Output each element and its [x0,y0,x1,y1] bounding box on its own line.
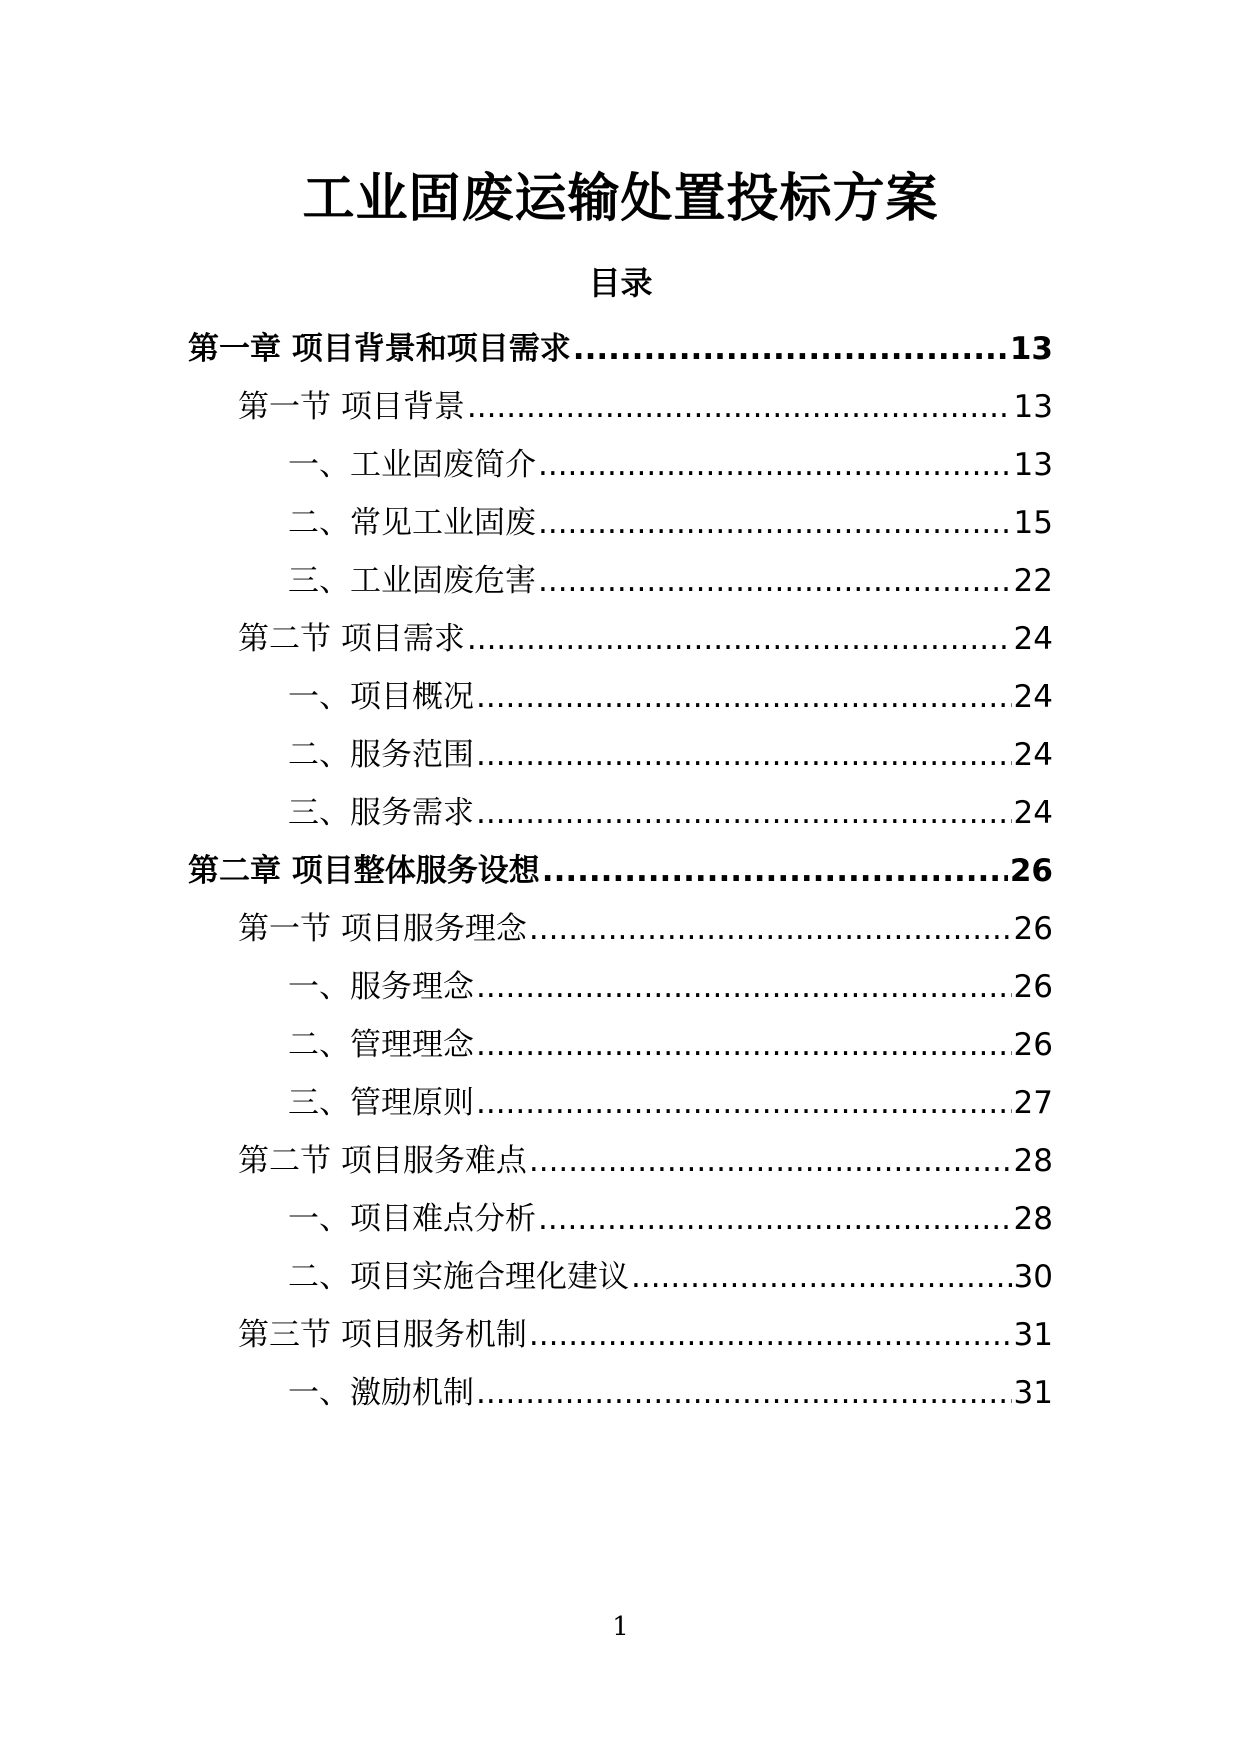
toc-entry-page: 26 [1009,853,1053,889]
toc-entry-label: 一、激励机制 [288,1375,474,1411]
toc-leader-dots [467,614,1012,664]
toc-entry-subsection[interactable] [288,1078,1053,1128]
toc-entry-subsection[interactable] [288,556,1053,606]
toc-entry-label: 三、管理原则 [288,1085,474,1121]
toc-leader-dots [476,730,1012,780]
toc-entry-page: 28 [1013,1143,1053,1179]
toc-entry-subsection[interactable] [288,498,1053,548]
toc-entry-label: 二、服务范围 [288,737,474,773]
toc-entry-label: 第一节 项目服务理念 [238,911,527,947]
toc-leader-dots [542,846,1008,896]
toc-leader-dots [529,904,1012,954]
toc-entry-subsection[interactable] [288,1020,1053,1070]
toc-entry-page: 24 [1013,679,1053,715]
toc-entry-subsection[interactable] [288,962,1053,1012]
toc-entry-section[interactable] [238,1310,1053,1360]
toc-entry-chapter-2[interactable] [188,846,1053,896]
toc-entry-subsection[interactable] [288,730,1053,780]
toc-entry-subsection[interactable] [288,672,1053,722]
toc-leader-dots [529,1136,1012,1186]
page-number: 1 [612,1612,629,1642]
toc-entry-label: 第三节 项目服务机制 [238,1317,527,1353]
toc-leader-dots [476,1020,1012,1070]
toc-leader-dots [538,1194,1012,1244]
toc-leader-dots [476,788,1012,838]
toc-entry-page: 22 [1013,563,1053,599]
toc-entry-label: 一、项目概况 [288,679,474,715]
toc-entry-label: 一、项目难点分析 [288,1201,536,1237]
toc-leader-dots [538,498,1012,548]
toc-entry-page: 15 [1013,505,1053,541]
toc-entry-section[interactable] [238,382,1053,432]
toc-leader-dots [476,962,1012,1012]
toc-entry-section[interactable] [238,614,1053,664]
toc-entry-chapter-1[interactable] [188,324,1053,374]
toc-entry-subsection[interactable] [288,1368,1053,1418]
toc-entry-page: 26 [1013,1027,1053,1063]
toc-entry-label: 第一节 项目背景 [238,389,465,425]
toc-entry-page: 24 [1013,737,1053,773]
toc-leader-dots [538,440,1012,490]
toc-entry-page: 24 [1013,621,1053,657]
toc-entry-page: 27 [1013,1085,1053,1121]
toc-entry-page: 26 [1013,911,1053,947]
toc-entry-label: 三、服务需求 [288,795,474,831]
toc-entry-label: 一、工业固废简介 [288,447,536,483]
toc-entry-page: 13 [1013,447,1053,483]
document-title: 工业固废运输处置投标方案 [302,169,939,229]
toc-entry-label: 第二章 项目整体服务设想 [188,853,540,889]
toc-entry-label: 第一章 项目背景和项目需求 [188,331,571,367]
toc-entry-page: 26 [1013,969,1053,1005]
toc-leader-dots [573,324,1008,374]
toc-entry-page: 13 [1009,331,1053,367]
toc-entry-page: 24 [1013,795,1053,831]
toc-entry-label: 第二节 项目需求 [238,621,465,657]
toc-entry-page: 31 [1013,1375,1053,1411]
toc-entry-subsection[interactable] [288,788,1053,838]
toc-leader-dots [538,556,1012,606]
toc-entry-label: 第二节 项目服务难点 [238,1143,527,1179]
toc-entry-subsection[interactable] [288,1194,1053,1244]
toc-entry-subsection[interactable] [288,440,1053,490]
toc-entry-subsection[interactable] [288,1252,1053,1302]
toc-entry-page: 13 [1013,389,1053,425]
toc-entry-label: 二、项目实施合理化建议 [288,1259,629,1295]
toc-entry-section[interactable] [238,1136,1053,1186]
toc-entry-page: 30 [1013,1259,1053,1295]
toc-entry-page: 28 [1013,1201,1053,1237]
toc-leader-dots [476,672,1012,722]
toc-leader-dots [467,382,1012,432]
toc-leader-dots [476,1078,1012,1128]
toc-heading: 目录 [588,264,653,302]
toc-leader-dots [631,1252,1012,1302]
toc-entry-page: 31 [1013,1317,1053,1353]
toc-entry-label: 二、常见工业固废 [288,505,536,541]
toc-leader-dots [529,1310,1012,1360]
toc-entry-label: 三、工业固废危害 [288,563,536,599]
toc-entry-label: 二、管理理念 [288,1027,474,1063]
toc-entry-label: 一、服务理念 [288,969,474,1005]
toc-leader-dots [476,1368,1012,1418]
toc-entry-section[interactable] [238,904,1053,954]
